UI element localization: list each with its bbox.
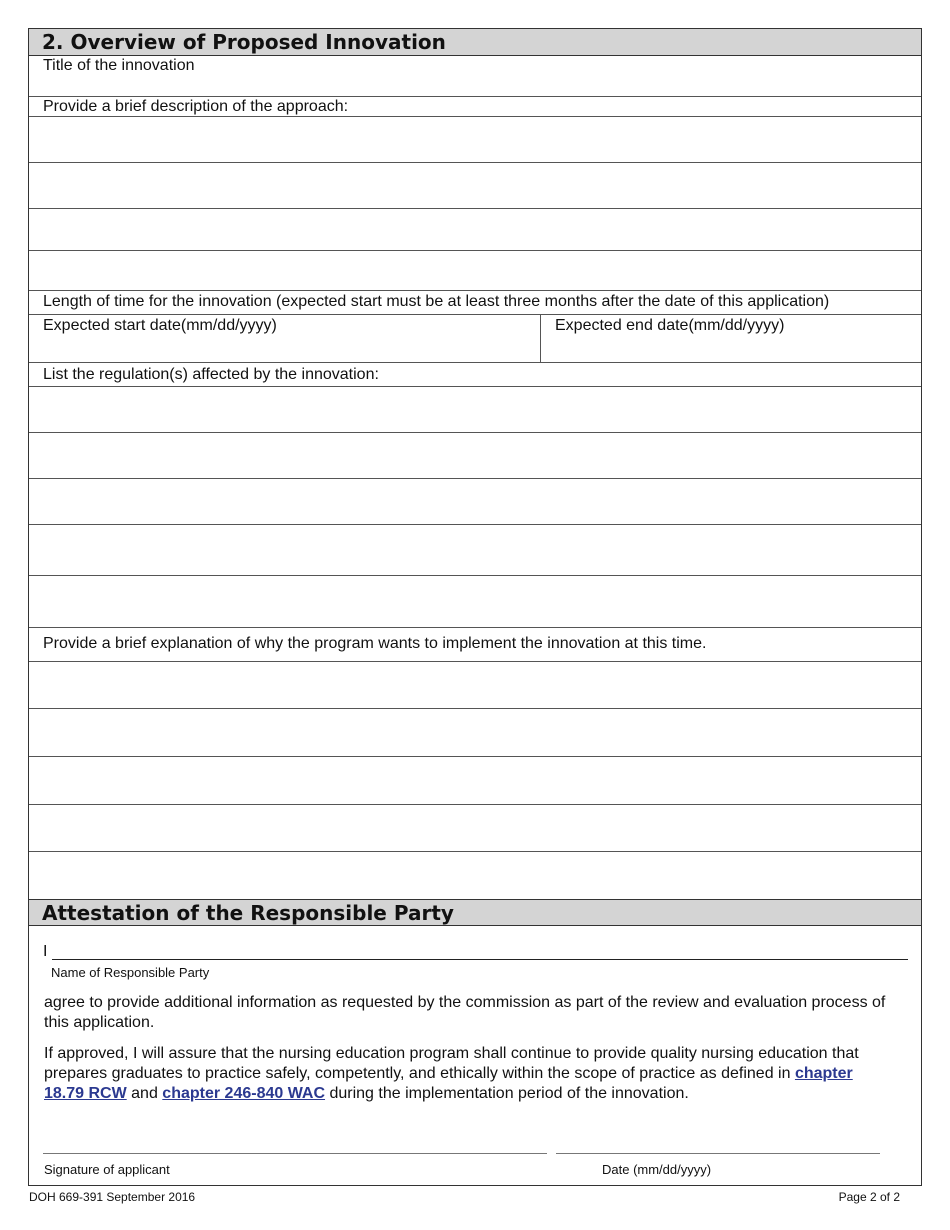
para2-and: and: [126, 1085, 163, 1102]
title-input[interactable]: [29, 75, 921, 95]
attestation-text-2: [44, 1044, 894, 1104]
description-line-2[interactable]: [29, 163, 921, 208]
description-label: Provide a brief description of the approach:: [43, 98, 349, 115]
description-line-4[interactable]: [29, 251, 921, 290]
end-date-input[interactable]: [541, 335, 921, 361]
divider: [29, 627, 921, 628]
divider: [29, 96, 921, 97]
divider: [29, 314, 921, 315]
description-line-1[interactable]: [29, 117, 921, 162]
page-number: Page 2 of 2: [838, 1190, 900, 1204]
length-label: Length of time for the innovation (expected start must be at least three months after the date of this application): [43, 293, 830, 310]
regulations-line-5[interactable]: [29, 576, 921, 627]
regulations-line-1[interactable]: [29, 387, 921, 432]
para2-end: during the implementation period of the innovation.: [325, 1085, 689, 1102]
regulations-line-4[interactable]: [29, 525, 921, 575]
date-input[interactable]: [556, 1129, 880, 1153]
explanation-line-1[interactable]: [29, 662, 921, 708]
start-date-label: Expected start date(mm/dd/yyyy): [43, 317, 277, 334]
explanation-line-4[interactable]: [29, 805, 921, 851]
description-line-3[interactable]: [29, 209, 921, 250]
regulations-line-3[interactable]: [29, 479, 921, 524]
responsible-party-name-input[interactable]: [52, 939, 908, 959]
attestation-text-1: agree to provide additional information as requested by the commission as part of the review and evaluation process of this application.: [44, 994, 886, 1031]
divider: [29, 362, 921, 363]
responsible-party-name-line: [52, 959, 908, 960]
date-label: Date (mm/dd/yyyy): [602, 1162, 712, 1177]
regulations-label: List the regulation(s) affected by the innovation:: [43, 366, 379, 383]
explanation-line-3[interactable]: [29, 757, 921, 803]
explanation-line-2[interactable]: [29, 709, 921, 755]
start-date-input[interactable]: [29, 335, 539, 361]
divider: [29, 290, 921, 291]
name-caption: Name of Responsible Party: [51, 965, 210, 980]
regulations-line-2[interactable]: [29, 433, 921, 478]
signature-label: Signature of applicant: [44, 1162, 170, 1177]
form-id: DOH 669-391 September 2016: [29, 1190, 196, 1204]
rcw-link[interactable]: chapter 18.79 RCW: [44, 1065, 853, 1102]
date-line: [556, 1153, 880, 1154]
end-date-label: Expected end date(mm/dd/yyyy): [555, 317, 785, 334]
form-frame: [28, 28, 922, 1186]
signature-line: [43, 1153, 547, 1154]
explanation-line-5[interactable]: [29, 852, 921, 898]
explanation-label: Provide a brief explanation of why the program wants to implement the innovation at this time.: [43, 635, 707, 652]
signature-input[interactable]: [43, 1129, 547, 1153]
para2-start: If approved, I will assure that the nursing education program shall continue to provide quality nursing education that prepares graduates to practice safely, competently, and ethically within the scope of practice as defined in: [44, 1045, 859, 1082]
attestation-paragraph-2: [44, 1044, 894, 1104]
section-heading-attestation: Attestation of the Responsible Party: [29, 899, 921, 926]
wac-link[interactable]: chapter 246-840 WAC: [162, 1085, 326, 1102]
i-prefix: I: [43, 943, 48, 960]
title-label: Title of the innovation: [43, 57, 195, 74]
section-heading-overview: 2. Overview of Proposed Innovation: [29, 29, 921, 56]
attestation-paragraph-1: [44, 993, 894, 1033]
